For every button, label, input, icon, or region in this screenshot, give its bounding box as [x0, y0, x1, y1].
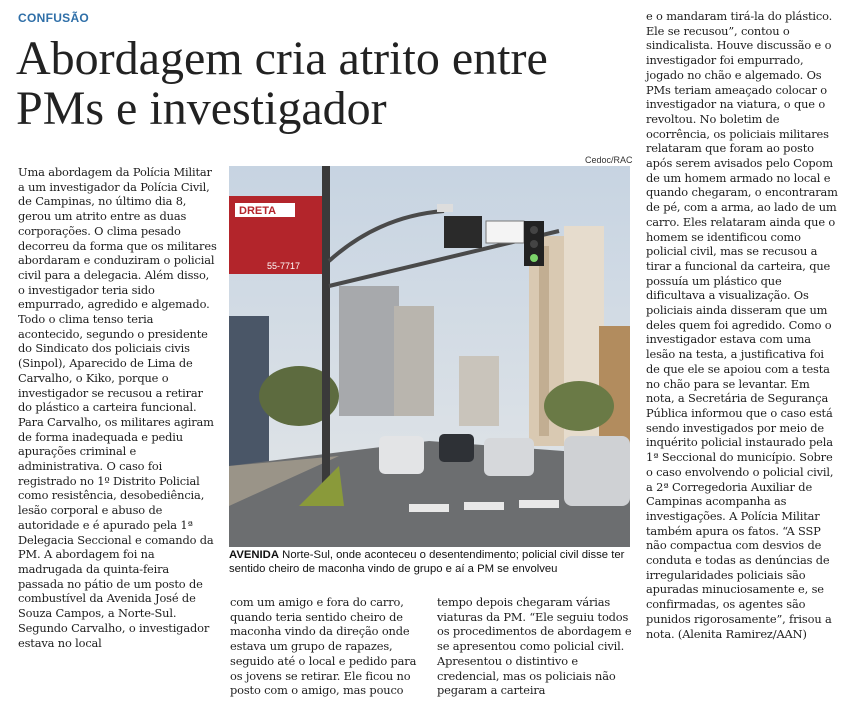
- body-column-1: [18, 165, 218, 650]
- street-photo-illustration: [229, 166, 630, 547]
- paragraph-1: Uma abordagem da Polícia Militar a um investigador da Polícia Civil, de Campinas, no último dia 8, gerou um atrito entre as duas corporações. O clima pesado decorreu da forma que os militares abordaram e conduziram o policial civil para a delegacia. Além disso, o investigador teria sido empurrado, agredido e algemado.: [18, 165, 217, 312]
- paragraph-2: Todo o clima tenso teria acontecido, segundo o presidente do Sindicato dos policiais civis (Sinpol), Aparecido de Lima de Carvalho, o Kiko, porque o investigador se recusou a retirar do plástico a carteira funcional. Para Carvalho, os militares agiram de forma inadequada e pediu apurações criminal e administrativa. O caso foi registrado no 1º Distrito Policial como resistência, desobediência, lesão corporal e abuso de autoridade e é apurado pela 1ª Delegacia Seccional e comando da PM. A abordagem foi na madrugada da quinta-feira passada no pátio de um posto de combustível da Avenida José de Souza Campos, a Norte-Sul. Segundo Carvalho, o investigador estava no local: [18, 312, 214, 650]
- kicker: CONFUSÃO: [18, 11, 90, 25]
- caption-text: Norte-Sul, onde aconteceu o desentendimento; policial civil disse ter sentido cheiro de maconha vindo de grupo e aí a PM se envolveu: [229, 549, 625, 575]
- body-column-3: tempo depois chegaram várias viaturas da PM. “Ele seguiu todos os procedimentos de abordagem e se apresentou como policial civil. Apresentou o distintivo e credencial, mas os policiais não pegaram a carteira: [437, 595, 632, 698]
- body-column-2: com um amigo e fora do carro, quando teria sentido cheiro de maconha vindo da direção onde estava um grupo de rapazes, seguido até o local e pedido para os jovens se retirar. Ele ficou no posto com o amigo, mas pouco: [230, 595, 417, 698]
- photo-credit: Cedoc/RAC: [585, 155, 633, 165]
- billboard-sign-text: DRETA: [239, 205, 277, 217]
- headline: Abordagem cria atrito entre PMs e investigador: [16, 32, 548, 135]
- street-photo: [229, 166, 630, 547]
- billboard-phone-text: 55-7717: [267, 261, 301, 271]
- body-column-4: e o mandaram tirá-la do plástico. Ele se recusou”, contou o sindicalista. Houve discussão e o investigador foi empurrado, jogado no chão e algemado. Os PMs teriam ameaçado colocar o investigador na viatura, o que o revoltou. No boletim de ocorrência, os policiais militares relataram que foram ao posto após serem avisados pelo Copom de um homem armado no local e quando chegaram, o encontraram de pé, com a arma, ao lado de um carro. Eles relataram ainda que o homem se identificou como policial civil, mas se recusou a tirar a funcional da carteira, que possuía um plástico que dificultava a visualização. Os policiais ainda disseram que um deles quem foi agredido. Como o investigador estava com uma lesão na testa, a justificativa foi de que ele se apoiou com a testa no chão para se levantar. Em nota, a Secretária de Segurança Pública informou que o caso está sendo investigados por meio de inquérito policial instaurado pela 1ª Seccional do município. Sobre o caso envolvendo o policial civil, a 2ª Corregedoria Auxiliar de Campinas acompanha as investigações. A Polícia Militar também apura os fatos. “A SSP não compactua com desvios de conduta e todas as denúncias de irregularidades policiais são apuradas minuciosamente e, se confirmadas, os agentes são punidos rigorosamente”, frisou a nota. (Alenita Ramirez/AAN): [646, 9, 838, 641]
- caption-lead: AVENIDA: [229, 549, 280, 561]
- photo-caption: [229, 548, 639, 576]
